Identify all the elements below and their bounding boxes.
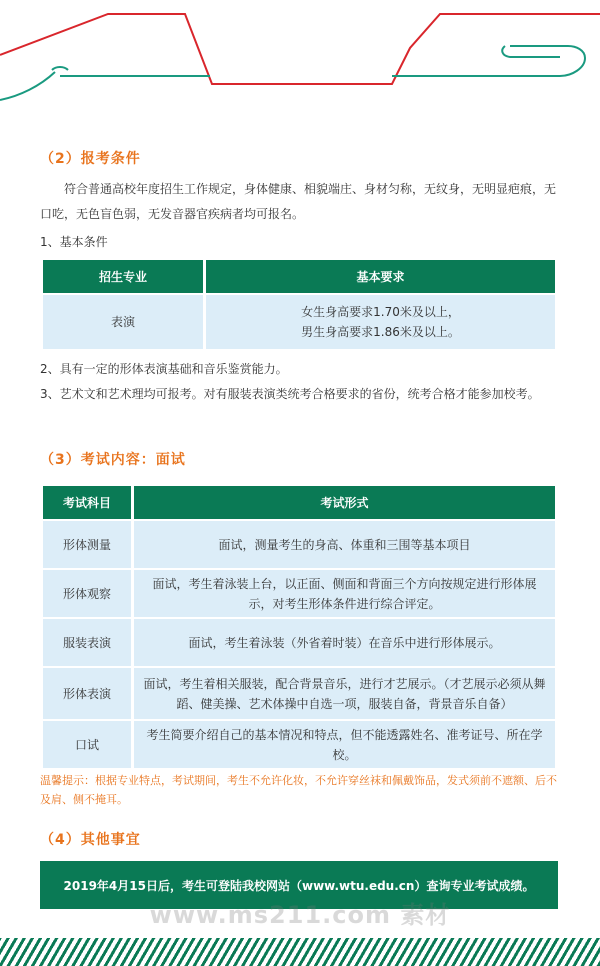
cell-form: 面试，测量考生的身高、体重和三围等基本项目 xyxy=(134,521,555,568)
table-row xyxy=(43,721,555,768)
header-major: 招生专业 xyxy=(43,260,203,293)
section-heading-requirements: （2）报考条件 xyxy=(40,151,141,167)
intro-paragraph: 符合普通高校年度招生工作规定，身体健康、相貌端庄、身材匀称，无纹身，无明显疤痕，无口吃，无色盲色弱，无发音器官疾病者均可报名。 xyxy=(40,182,557,221)
watermark-text: www.ms211.com 素材 xyxy=(149,901,451,929)
cell-subject: 形体表演 xyxy=(43,668,131,719)
table-header-row xyxy=(43,260,555,293)
cell-requirement xyxy=(206,295,555,349)
red-line-decoration xyxy=(0,14,600,84)
table-header-row xyxy=(43,486,555,519)
cell-subject: 形体测量 xyxy=(43,521,131,568)
requirement-male: 男生身高要求1.86米及以上。 xyxy=(301,325,460,339)
table-row xyxy=(43,668,555,719)
requirement-female: 女生身高要求1.70米及以上， xyxy=(301,305,460,319)
header-subject: 考试科目 xyxy=(43,486,131,519)
cell-subject: 口试 xyxy=(43,721,131,768)
exam-table xyxy=(40,484,558,770)
section-heading-other-matters: （4）其他事宜 xyxy=(40,832,141,848)
requirements-table xyxy=(40,258,558,351)
cell-subject: 形体观察 xyxy=(43,570,131,617)
cell-form: 面试，考生着泳装（外省着时装）在音乐中进行形体展示。 xyxy=(134,619,555,666)
cell-form: 面试，考生着相关服装，配合背景音乐，进行才艺展示。（才艺展示必须从舞蹈、健美操、艺术体操中自选一项，服装自备，背景音乐自备） xyxy=(134,668,555,719)
cell-major: 表演 xyxy=(43,295,203,349)
bottom-stripe-decoration xyxy=(0,938,600,966)
header-form: 考试形式 xyxy=(134,486,555,519)
table-row xyxy=(43,521,555,568)
results-notice-banner: 2019年4月15日后，考生可登陆我校网站（www.wtu.edu.cn）查询专业考试成绩。 xyxy=(40,861,558,909)
warm-tip-note: 温馨提示：根据专业特点，考试期间，考生不允许化妆，不允许穿丝袜和佩戴饰品，发式须前不遮额、后不及肩、侧不掩耳。 xyxy=(40,774,557,806)
cell-form: 面试，考生着泳装上台，以正面、侧面和背面三个方向按规定进行形体展示，对考生形体条件进行综合评定。 xyxy=(134,570,555,617)
header-requirement: 基本要求 xyxy=(206,260,555,293)
condition-item-3: 3、艺术文和艺术理均可报考。对有服装表演类统考合格要求的省份，统考合格才能参加校考。 xyxy=(40,387,540,401)
cell-subject: 服装表演 xyxy=(43,619,131,666)
condition-item-2: 2、具有一定的形体表演基础和音乐鉴赏能力。 xyxy=(40,362,288,376)
section-heading-exam-content: （3）考试内容：面试 xyxy=(40,452,186,468)
basic-conditions-label: 1、基本条件 xyxy=(40,235,108,249)
top-decoration xyxy=(0,0,600,120)
table-row xyxy=(43,295,555,349)
cell-form: 考生简要介绍自己的基本情况和特点，但不能透露姓名、准考证号、所在学校。 xyxy=(134,721,555,768)
table-row xyxy=(43,619,555,666)
table-row xyxy=(43,570,555,617)
teal-swirl-decoration xyxy=(0,46,585,100)
